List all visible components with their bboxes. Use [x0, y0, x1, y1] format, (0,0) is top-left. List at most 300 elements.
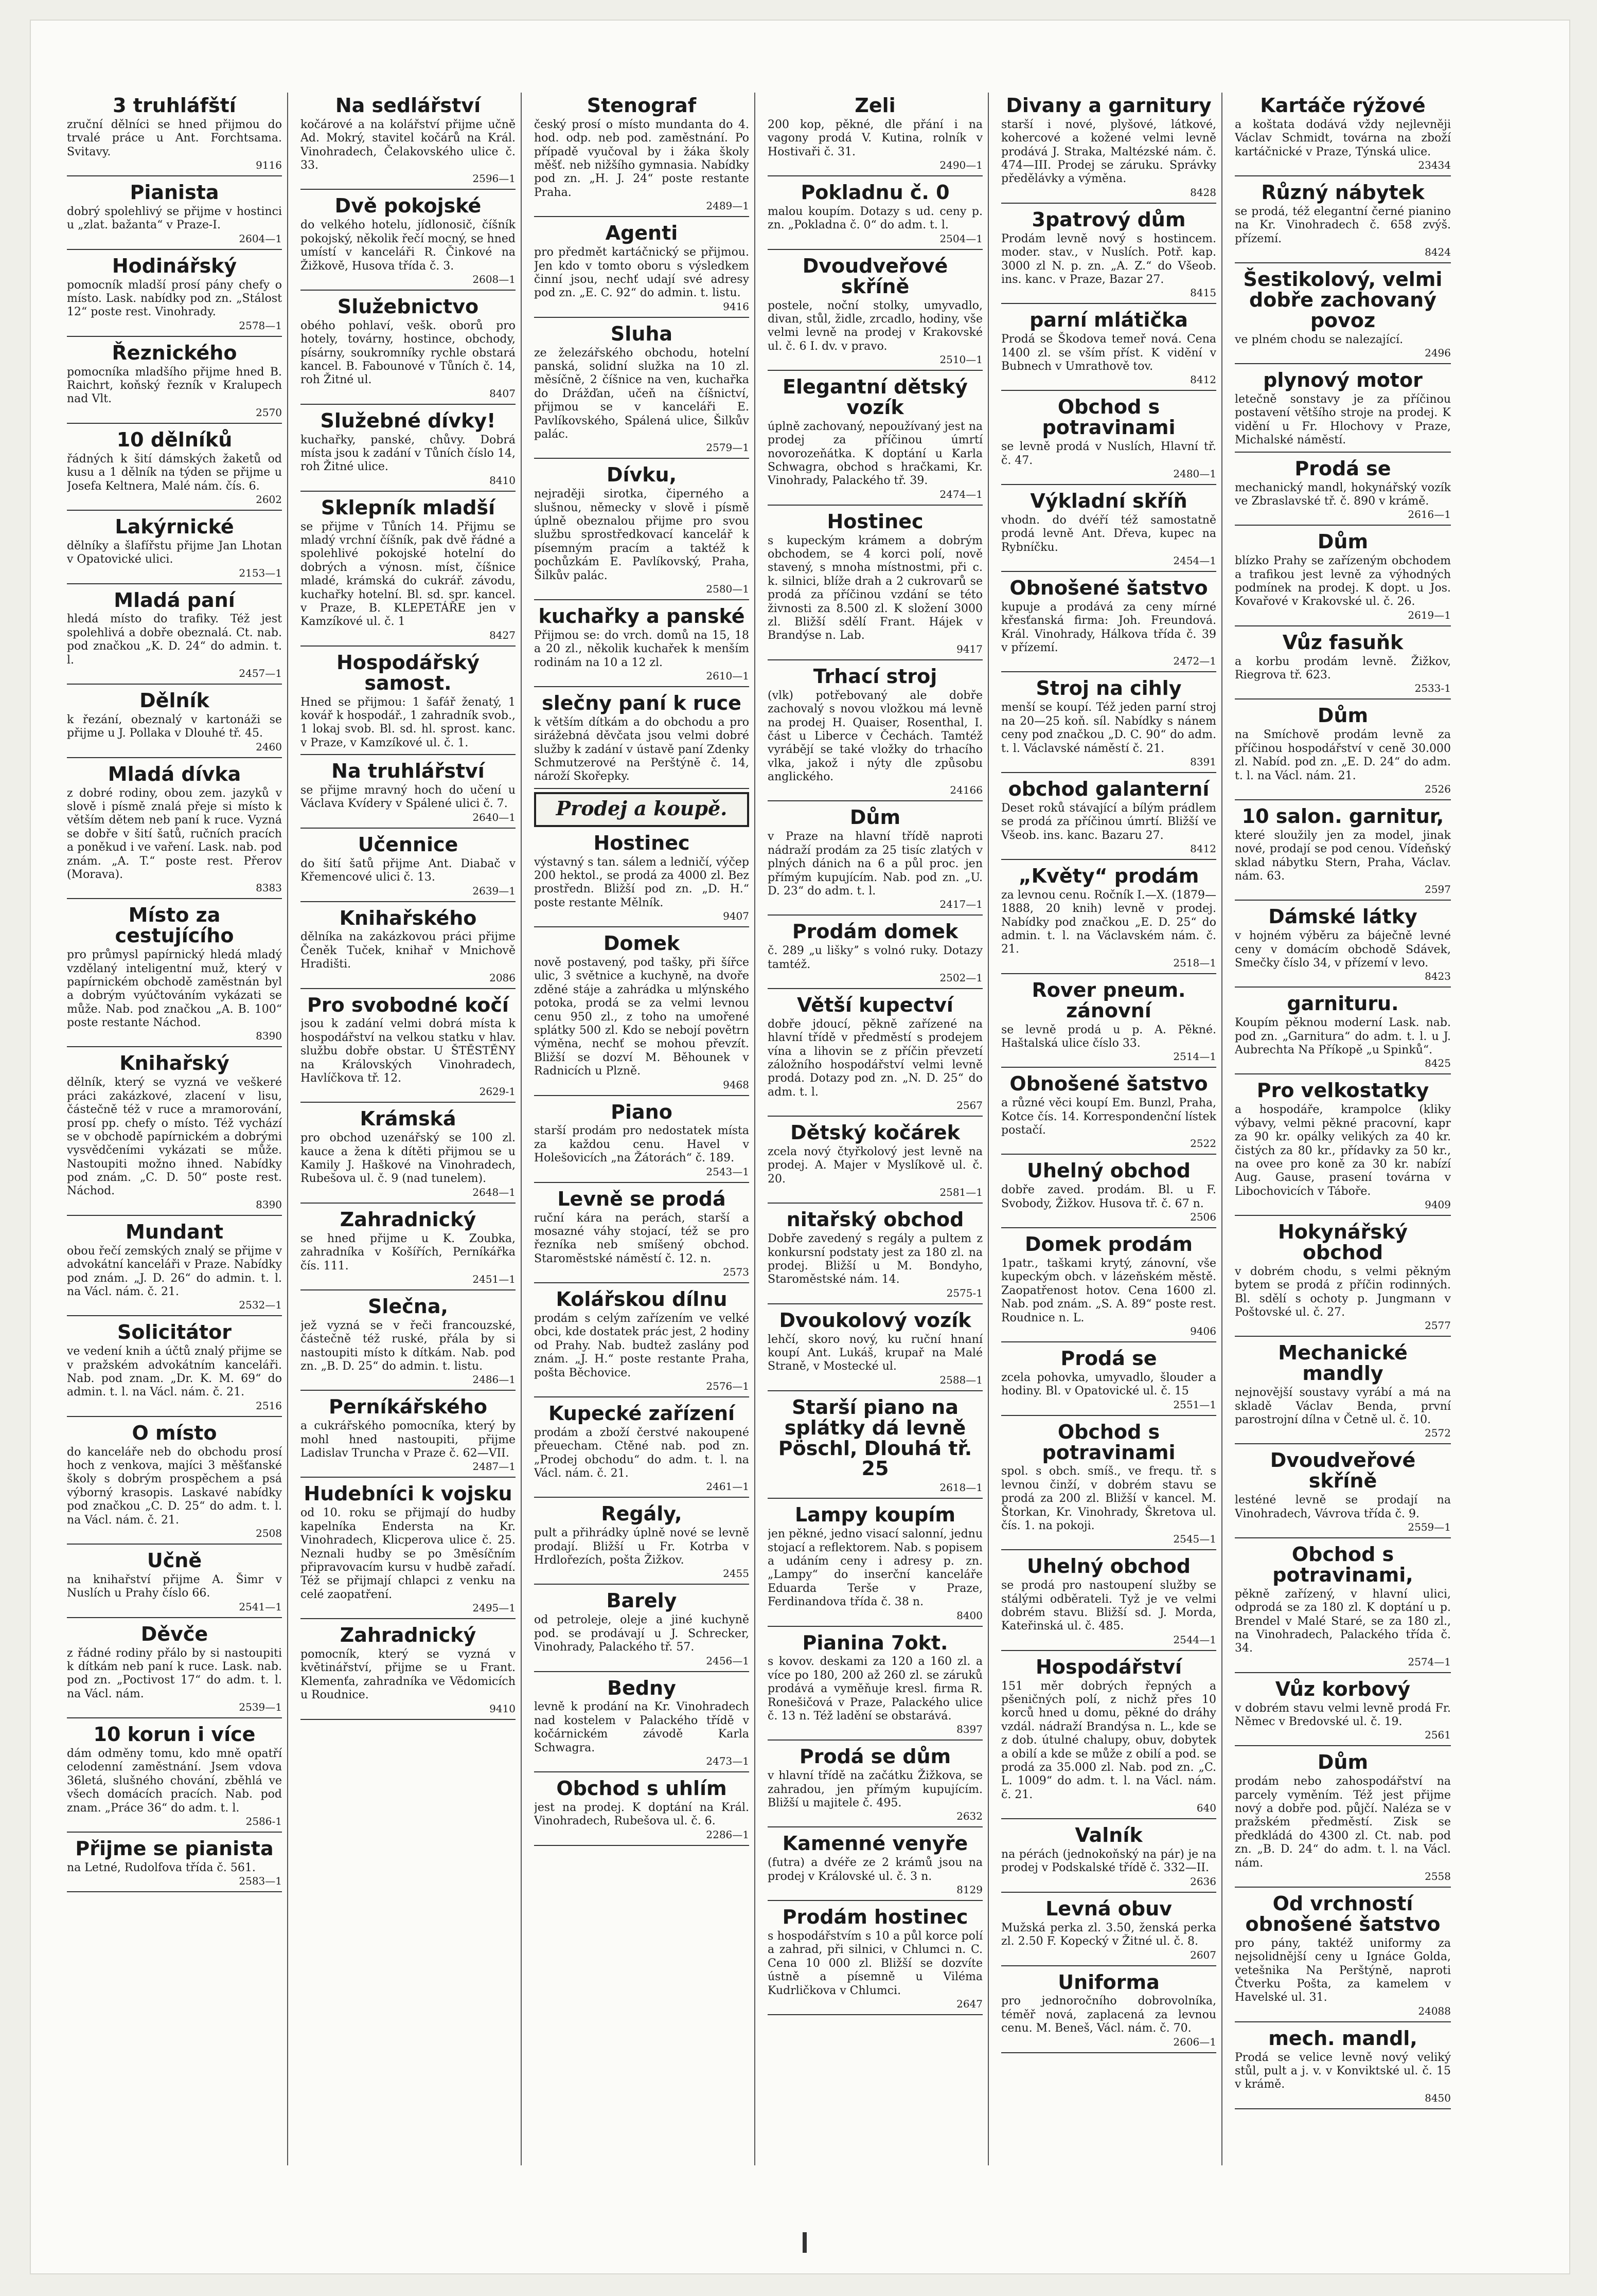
ad-text: do kanceláře neb do obchodu prosí hoch z venkova, majíci 3 měšťanské školy s dobrým prospěchem a psá výborný krasopis. Laskavé nabídky pod značkou „C. D. 25“ do adm. t. l. na Václ. nám. č. 21. — [67, 1445, 282, 1527]
column-4 — [768, 93, 989, 2165]
ad-title: Hostinec — [593, 831, 690, 854]
ad-number: 2577 — [1425, 1319, 1451, 1332]
column-1 — [67, 93, 288, 2165]
classified-ad — [534, 321, 749, 459]
classified-ad — [67, 427, 282, 511]
ad-number: 2472—1 — [1173, 655, 1216, 668]
ad-number: 8391 — [1190, 755, 1216, 768]
ad-title: Mechanické mandly — [1278, 1341, 1408, 1385]
ad-number: 2551—1 — [1173, 1398, 1216, 1411]
ad-number: 2474—1 — [939, 488, 983, 500]
ad-title: Krámská — [360, 1107, 456, 1131]
classified-ad — [768, 1120, 983, 1204]
ad-title: Domek — [603, 932, 680, 955]
ad-title: Lampy koupím — [795, 1503, 955, 1527]
ad-number: 2607 — [1190, 1948, 1216, 1961]
ad-text: Deset roků stávající a bílým prádlem se prodá za příčinou úmrtí. Bližší ve Všeob. ins. kanc. Bazaru 27. — [1001, 801, 1216, 842]
ad-text: na Letné, Rudolfova třída č. 561. — [67, 1861, 256, 1874]
classified-ad — [300, 650, 516, 755]
classified-ad — [300, 905, 516, 989]
ad-number: 8425 — [1425, 1057, 1451, 1070]
ad-number: 2417—1 — [939, 898, 983, 911]
ad-text: dělník, který se vyzná ve veškeré práci zakázkové, zlacení v lisu, částečně též v ruce a mramorování, prosí pp. chefy o místo. Též vychází se v obchodě papírnickém a dobrými vysvědčeními vykázati se může. Nastoupiti možno ihned. Nabídky pod znám. „C. D. 50“ poste rest. Náchod. — [67, 1076, 282, 1198]
ad-text: nejraději sirotka, čiperného a slušnou, německy v slově i písmě úplně obeznalou přijme pro svou službu sprostředkovací kancelář k písemným pracím a taktéž k pochůzkám E. Pavlíkovský, Praha, Šilkův palác. — [534, 488, 749, 582]
ad-title: Hudebníci k vojsku — [304, 1482, 512, 1505]
ad-title: Rover pneum. zánovní — [1032, 978, 1186, 1022]
classified-ad — [1235, 1891, 1451, 2022]
ad-number: 9407 — [723, 910, 749, 923]
ad-text: kočárové a na kolářství přijme učně Ad. Mokrý, stavitel kočárů na Král. Vinohradech, Čelakovského ulice č. 33. — [300, 118, 516, 172]
ad-title: Valník — [1075, 1824, 1143, 1847]
ad-number: 2618—1 — [939, 1481, 983, 1494]
ad-text: dám odměny tomu, kdo mně opatří celodenní zaměstnání. Jsem vdova 36letá, slušného chování, zběhlá ve všech domácích pracích. Nab. pod znam. „Práce 36“ do adm. t. l. — [67, 1747, 282, 1815]
ad-number: 8410 — [489, 474, 516, 487]
ad-text: Hned se přijmou: 1 šafář ženatý, 1 kovář k hospodář., 1 zahradník svob., 1 lokaj svob. Bl. sd. hl. sprost. kanc. v Praze, v Kamzíkové ul. č. 1. — [300, 695, 516, 749]
classified-ad — [67, 180, 282, 250]
ad-number: 8424 — [1425, 246, 1451, 259]
ad-title: Mladá paní — [114, 588, 235, 612]
ad-number: 9409 — [1425, 1198, 1451, 1211]
classified-ad — [534, 930, 749, 1096]
classified-ad — [1235, 93, 1451, 176]
classified-ad — [300, 758, 516, 829]
ad-number: 2597 — [1425, 883, 1451, 896]
ad-text: lehčí, skoro nový, ku ruční hnaní koupí Ant. Lukáš, krupař na Malé Straně, v Mostecké ul. — [768, 1333, 983, 1373]
ad-title: Uhelný obchod — [1027, 1555, 1191, 1578]
ad-number: 2544—1 — [1173, 1633, 1216, 1646]
ad-text: starší i nové, plyšové, látkové, kohercové a kožené velmi levně prodává J. Straka, Maltézské nám. č. 474—III. Prodej se záruku. Správky předělávky a výměna. — [1001, 118, 1216, 186]
ad-number: 2518—1 — [1173, 956, 1216, 969]
ad-text: kuchařky, panské, chůvy. Dobrá místa jsou k zadání v Tůních číslo 14, roh Žitné ulice. — [300, 433, 516, 474]
classified-ad — [1235, 1219, 1451, 1337]
classified-ad — [67, 1721, 282, 1833]
ad-text: v Praze na hlavní třídě naproti nádraží prodám za 25 tisíc zlatých v plných dánich na 6 a půl proc. jen přímým kupujícím. Nab. pod zn. „U. D. 23“ do adm. t. l. — [768, 830, 983, 898]
ad-text: ruční kára na perách, starší a mosazné váhy stojací, též se pro řezníka neb smíšený obchod. Staroměstské náměstí č. 12. n. — [534, 1211, 749, 1265]
ad-text: na Smíchově prodám levně za příčinou hospodářství v ceně 30.000 zl. Nabíd. pod zn. „E. D. 24“ do adm. t. l. na Václ. nám. 21. — [1235, 728, 1451, 782]
ad-title: Dvoudveřové skříně — [802, 254, 948, 298]
classified-ad — [534, 1186, 749, 1283]
ad-title: Přijme se pianista — [75, 1837, 274, 1860]
ad-title: Zeli — [855, 94, 896, 117]
classified-ad — [1001, 1231, 1216, 1342]
ad-number: 2543—1 — [706, 1165, 749, 1178]
ad-number: 640 — [1196, 1802, 1216, 1815]
ad-title: Služebnictvo — [337, 295, 479, 318]
classified-ad — [534, 1286, 749, 1397]
classified-ad — [768, 509, 983, 660]
ad-number: 2502—1 — [939, 971, 983, 984]
ad-text: na pérách (jednokoňský na pár) je na prodej v Podskalské třídě č. 332—II. — [1001, 1848, 1216, 1875]
classified-ad — [67, 340, 282, 424]
ad-text: kupuje a prodává za ceny mírné křesťanská firma: Joh. Freundová. Král. Vinohrady, Hálkova třída č. 39 v přízemí. — [1001, 600, 1216, 655]
classified-ad — [67, 1319, 282, 1416]
ad-text: obou řečí zemských znalý se přijme v advokátní kanceláři v Praze. Nabídky pod znám. „J. D. 26“ do admin. t. l. na Václ. nám. č. 21. — [67, 1244, 282, 1298]
classified-ad — [1001, 977, 1216, 1068]
ad-text: mechanický mandl, hokynářský vozík ve Zbraslavské tř. č. 890 v krámě. — [1235, 481, 1451, 508]
ad-text: a cukrářského pomocníka, který by mohl hned nastoupiti, přijme Ladislav Truncha v Praze č. 62—VII. — [300, 1420, 516, 1460]
ad-number: 2153—1 — [239, 566, 282, 579]
ad-title: Trhací stroj — [813, 665, 937, 688]
ad-title: Knihařský — [119, 1052, 229, 1075]
ad-text: Dobře zavedený s regály a pultem z konkursní podstaty jest za 180 zl. na prodej. Bližší u M. Bondyho, Staroměstské nám. 14. — [768, 1232, 983, 1286]
ad-number: 2489—1 — [706, 200, 749, 212]
ad-number: 2619—1 — [1408, 608, 1451, 621]
ad-text: pro průmysl papírnický hledá mladý vzdělaný inteligentní muž, který v papírnickém obchodě zaměstnán byl a dobrým vyúčtováním vykázati se může. Nab. pod značkou „A. B. 100“ poste restante Náchod. — [67, 948, 282, 1030]
ad-title: Pro velkostatky — [1256, 1079, 1429, 1102]
ad-title: Perníkářského — [329, 1395, 487, 1419]
ad-title: Starší piano na splátky dá levně Pöschl, Dlouhá tř. 25 — [778, 1395, 972, 1480]
ad-number: 2454—1 — [1173, 554, 1216, 567]
ad-text: prodám nebo zahospodářství na parcely vyměním. Též jest přijme nový a dobře pod. půjčí. Naléza se v pražském předměstí. Zisk se předkládá do 4300 zl. Ct. nab. pod zn. „B. D. 24“ do adm. t. l. na Václ. nám. — [1235, 1775, 1451, 1870]
classified-ad — [67, 1050, 282, 1215]
ad-title: Piano — [611, 1100, 672, 1123]
classified-ad — [67, 1621, 282, 1718]
classified-ad — [300, 1294, 516, 1391]
classified-ad — [300, 1622, 516, 1719]
ad-number: 24088 — [1418, 2004, 1451, 2017]
classified-ad — [67, 902, 282, 1047]
ad-text: pro pány, taktéž uniformy za nejsolidnější ceny u Ignáce Golda, vetešnika Na Perštýně, naproti Čtverku Pošta, za kamelem v Havelské ul. 31. — [1235, 1936, 1451, 2004]
ad-title: Prodá se — [1060, 1347, 1157, 1370]
ad-title: Stroj na cihly — [1036, 677, 1182, 700]
ad-text: z řádné rodiny přálo by si nastoupiti k dítkám neb paní k ruce. Lask. nab. pod zn. „Poctivost 17“ do adm. t. l. na Václ. nám. — [67, 1646, 282, 1700]
ad-title: 3patrový dům — [1032, 208, 1186, 231]
classified-ad — [1001, 1158, 1216, 1228]
classified-ad — [534, 830, 749, 927]
ad-text: č. 289 „u liškyˮ s volnó ruky. Dotazy tamtéž. — [768, 944, 983, 971]
ad-number: 2578—1 — [239, 319, 282, 332]
ad-number: 2576—1 — [706, 1379, 749, 1392]
ad-title: Kupecké zařízení — [548, 1402, 735, 1425]
classified-ad — [768, 1394, 983, 1499]
ad-title: Dětský kočárek — [790, 1121, 960, 1144]
ad-title: Různý nábytek — [1261, 181, 1425, 204]
ad-text: (futra) a dvéře ze 2 krámů jsou na prodej v Královské ul. č. 3 n. — [768, 1856, 983, 1883]
classified-ad — [1001, 1553, 1216, 1651]
ad-text: Prodá se Škodova temeř nová. Cena 1400 zl. se vším příst. K vidění v Bubnech v Umrathově tov. — [1001, 333, 1216, 373]
ad-text: malou koupím. Dotazy s ud. ceny p. zn. „Pokladna č. 0“ do adm. t. l. — [768, 205, 983, 232]
classified-ad — [534, 792, 749, 827]
ad-title: plynový motor — [1263, 369, 1423, 392]
ad-number: 2648—1 — [472, 1186, 516, 1198]
ad-title: Dům — [1317, 704, 1369, 727]
ad-text: s hospodářstvím s 10 a půl korce polí a zahrad, při silnici, v Chlumci n. C. Cena 10 000 zl. Bližší se dozvíte ústně a písemně u Viléma Kudrličkova v Chlumci. — [768, 1930, 983, 1997]
ad-title: nitařský obchod — [786, 1208, 964, 1231]
classified-ad — [67, 514, 282, 584]
ad-title: Regály, — [601, 1502, 682, 1526]
classified-ad — [1235, 1447, 1451, 1538]
ad-title: Učně — [147, 1549, 202, 1572]
ad-text: pomocník, který se vyzná v květinářství, přijme se u Frant. Klemenťa, zahradníka ve Vědomicích u Roudnice. — [300, 1647, 516, 1702]
ad-number: 8412 — [1190, 373, 1216, 386]
ad-title: Mundant — [126, 1220, 223, 1243]
ad-text: a korbu prodám levně. Žižkov, Riegrova tř. 623. — [1235, 655, 1451, 682]
ad-text: lesténé levně se prodají na Vinohradech, Vávrova třída č. 9. — [1235, 1494, 1451, 1520]
ad-number: 8400 — [956, 1609, 983, 1622]
ad-title: 3 truhláfští — [113, 94, 236, 117]
ad-text: menší se koupí. Též jeden parní stroj na 20—25 koň. síl. Nabídky s nánem ceny pod značkou „D. C. 90“ do adm. t. l. Václavské náměstí č. 21. — [1001, 701, 1216, 755]
classified-ad — [768, 804, 983, 916]
ad-title: Slečna, — [368, 1295, 448, 1318]
ad-title: Obchod s potravinami — [1042, 1420, 1176, 1464]
ad-title: Děvče — [140, 1622, 208, 1645]
classified-ad — [300, 495, 516, 647]
ad-text: a různé věci koupí Em. Bunzl, Praha, Kotce čís. 14. Korrespondenční lístek postačí. — [1001, 1097, 1216, 1137]
classified-ad — [1235, 991, 1451, 1074]
ad-title: Sluha — [610, 322, 673, 345]
classified-ad — [300, 992, 516, 1103]
ad-text: zruční dělníci se hned přijmou do trvalé práce u Ant. Forchtsama. Svitavy. — [67, 118, 282, 158]
classified-ad — [1001, 307, 1216, 391]
ad-text: od petroleje, oleje a jiné kuchyně pod. se prodávají u J. Schrecker, Vinohrady, Palackého tř. 57. — [534, 1613, 749, 1654]
ad-title: Dámské látky — [1268, 905, 1417, 928]
ad-number: 2456—1 — [706, 1654, 749, 1667]
ad-number: 2451—1 — [472, 1272, 516, 1285]
ad-number: 2541—1 — [239, 1600, 282, 1613]
ad-title: O místo — [132, 1421, 217, 1444]
ad-title: Knihařského — [339, 906, 477, 929]
ad-number: 2596—1 — [472, 172, 516, 185]
ad-text: jež vyzná se v řeči francouzské, částečně též ruské, přála by si nastoupiti místo k dítkám. Nab. pod zn. „B. D. 25“ do admin. t. listu. — [300, 1319, 516, 1373]
ad-title: Prodám hostinec — [782, 1906, 968, 1929]
ad-text: pěkně zařízený, v hlavní ulici, odprodá se za 180 zl. K doptání u p. Brendel v Malé Staré, se za 180 zl., na Vinohradech, Palackého třída č. 34. — [1235, 1587, 1451, 1655]
ad-text: letečně sonstavy je za příčinou postavení většího stroje na prodej. K vidění u Fr. Hlochovy v Praze, Michalské náměstí. — [1235, 393, 1451, 447]
ad-title: Obchod s uhlím — [556, 1777, 727, 1800]
ad-text: Mužská perka zl. 3.50, ženská perka zl. 2.50 F. Kopecký v Žitné ul. č. 8. — [1001, 1921, 1216, 1948]
ad-number: 8450 — [1425, 2091, 1451, 2104]
ad-text: a koštata dodává vždy nejlevněji Václav Schmidt, továrna na zboží kartáčnické v Praze, Týnská ulice. — [1235, 118, 1451, 158]
classified-ad — [1235, 904, 1451, 988]
ad-number: 2636 — [1190, 1875, 1216, 1888]
ad-text: v hojném výběru za báječně levné ceny v domácím obchodě Sdávek, Smečky číslo 34, v přízemí v levo. — [1235, 929, 1451, 970]
ad-text: dobrý spolehlivý se přijme v hostinci u „zlat. bažanta“ v Praze-I. — [67, 205, 282, 232]
ad-number: 8428 — [1190, 186, 1216, 199]
ad-title: Dvě pokojské — [334, 194, 482, 218]
classified-ad — [768, 1904, 983, 2015]
classified-ad — [1001, 1419, 1216, 1551]
classified-ad — [300, 1481, 516, 1619]
ad-text: prodám a zboží čerstvé nakoupené přeuecham. Ctěné nab. pod zn. „Prodej obchodu“ do adm. t. l. na Václ. nám. č. 21. — [534, 1426, 749, 1480]
ad-title: Dívku, — [606, 463, 677, 487]
ad-number: 9410 — [489, 1702, 516, 1715]
ad-title: Dvoukolový vozík — [779, 1308, 971, 1332]
ad-number: 2514—1 — [1173, 1050, 1216, 1063]
ad-title: Hokynářský obchod — [1277, 1221, 1408, 1264]
ad-text: od 10. roku se přijmají do hudby kapelníka Endersta na Kr. Vinohradech, Klicperova ulice č. 25. Neznali hudby se po 3měsíčním připravovacím kursu v hudbě zařadí. Též se přijmají chlapci z venku na celé zaopatření. — [300, 1506, 516, 1601]
classified-ad — [1001, 575, 1216, 672]
ad-title: Levná obuv — [1045, 1897, 1172, 1920]
ad-text: (vlk) potřebovaný ale dobře zachovalý s novou vložkou má levně na prodej H. Quaiser, Rosenthal, I. část u Liberce v Čechách. Tamtéž vyrábějí se také vložky do trhacího vlka, jakož i nýty dle způsobu anglického. — [768, 689, 983, 784]
ad-number: 9406 — [1190, 1324, 1216, 1337]
classified-ad — [534, 93, 749, 217]
classified-ad — [1235, 1541, 1451, 1673]
ad-number: 2490—1 — [939, 159, 983, 172]
ad-title: Levně se prodá — [557, 1187, 726, 1210]
ad-title: Dům — [1317, 530, 1369, 553]
ad-number: 8415 — [1190, 286, 1216, 299]
ad-title: Dvoudveřové skříně — [1270, 1449, 1416, 1493]
ad-title: Divany a garnitury — [1006, 94, 1212, 117]
classified-ad — [1001, 675, 1216, 773]
classified-ad — [1235, 456, 1451, 526]
ad-text: blízko Prahy se zařízeným obchodem a trafikou jest levně za výhodných podmínek na prodej. K dopt. u Jos. Kovařové v Krakovské ul. č. 26. — [1235, 554, 1451, 608]
classified-ad — [1235, 367, 1451, 452]
ad-number: 2533-1 — [1414, 682, 1451, 695]
ad-title: Kartáče rýžové — [1260, 94, 1426, 117]
ad-text: pult a přihrádky úplně nové se levně prodají. Bližší u Fr. Kotrba v Hrdlořezích, pošta Žižkov. — [534, 1527, 749, 1567]
ad-text: se levně prodá u p. A. Pěkné. Haštalská ulice číslo 33. — [1001, 1023, 1216, 1050]
ad-text: k řezání, obeznalý v kartonáži se přijme u J. Pollaka v Dlouhé tř. 45. — [67, 713, 282, 740]
classified-ad — [534, 1775, 749, 1846]
classified-ad — [534, 1588, 749, 1672]
ad-text: ze železářského obchodu, hotelní panská, solidní služka na 10 zl. měsíčně, 2 číšnice na ven, kuchařka do Drážďan, učeň na číšnictví, přijmou se v kanceláři E. Pavlíkovského, Spálená ulice, Šilkův palác. — [534, 346, 749, 441]
ad-text: dobře zaved. prodám. Bl. u F. Svobody, Žižkov. Husova tř. č. 67 n. — [1001, 1183, 1216, 1210]
ad-text: se přijme v Tůních 14. Přijmu se mladý vrchní číšník, pak dvě řádné a spolehlivé pokojské hotelní do dobrých a výnosn. míst, číšnice mladé, krámská do cukrář. závodu, kuchařky hotelní. Bl. sd. spr. kancel. v Praze, B. KLEPETÁŘE jen v Kamzíkové ul. č. 1 — [300, 520, 516, 629]
ad-title: „Květy“ prodám — [1018, 864, 1199, 887]
ad-number: 8407 — [489, 387, 516, 400]
ad-number: 2506 — [1190, 1211, 1216, 1224]
classified-ad — [768, 1630, 983, 1741]
ad-title: garnituru. — [1287, 992, 1399, 1015]
ad-number: 8423 — [1425, 970, 1451, 983]
ad-number: 2586-1 — [245, 1815, 282, 1827]
ad-text: vhodn. do dvéří též samostatně prodá levně Ant. Dřeva, kupec na Rybníčku. — [1001, 513, 1216, 554]
ad-text: řádných k šití dámských žaketů od kusu a 1 dělník na týden se přijme u Josefa Keltnera, Malé nám. čís. 6. — [67, 452, 282, 493]
ad-text: se prodá, též elegantní černé pianino na Kr. Vinohradech č. 658 zvýš. přízemí. — [1235, 205, 1451, 245]
ad-text: v dobrém stavu velmi levně prodá Fr. Němec v Bredovské ul. č. 19. — [1235, 1701, 1451, 1728]
classified-ad — [534, 1401, 749, 1498]
ad-text: z dobré rodiny, obou zem. jazyků v slově i písmě znalá přeje si místo k větším dětem neb paní k ruce. Vyzná se dobře v šití šatů, ručních pracích a poněkud i ve vaření. Lask. nab. pod znám. „A. T.“ poste rest. Přerov (Morava). — [67, 786, 282, 881]
ad-number: 2580—1 — [706, 582, 749, 595]
ad-title: 10 dělníků — [116, 428, 233, 451]
ad-title: Šestikolový, velmi dobře zachovaný povoz — [1243, 268, 1443, 332]
ad-number: 2604—1 — [239, 232, 282, 245]
ad-number: 2573 — [723, 1266, 749, 1279]
ad-title: Uniforma — [1058, 1970, 1160, 1994]
ad-number: 2581—1 — [939, 1186, 983, 1199]
ad-number: 2504—1 — [939, 232, 983, 245]
ad-title: Zahradnický — [340, 1208, 476, 1231]
ad-number: 2579—1 — [706, 441, 749, 454]
ad-title: Hodinářský — [112, 254, 237, 277]
ad-number: 2508 — [256, 1527, 282, 1540]
ad-number: 2496 — [1425, 347, 1451, 360]
classified-ad — [768, 374, 983, 506]
ad-text: úplně zachovaný, nepoužívaný jest na prodej za příčinou úmrtí novorozeňátka. K doptání u Karla Schwagra, obchod s hračkami, Kr. Vinohrady, Palackého tř. 39. — [768, 420, 983, 488]
ad-text: za levnou cenu. Ročník I.—X. (1879—1888, 20 knih) levně v prodej. Nabídky pod značkou „E. D. 25“ do admin. t. l. na Václavském nám. č. 21. — [1001, 888, 1216, 956]
ad-number: 2583—1 — [239, 1875, 282, 1888]
ad-number: 2616—1 — [1408, 508, 1451, 521]
ad-number: 2572 — [1425, 1427, 1451, 1440]
ad-number: 8397 — [956, 1723, 983, 1736]
ad-title: mech. mandl, — [1268, 2026, 1417, 2050]
ad-title: obchod galanterní — [1008, 777, 1210, 800]
classified-ad — [67, 1219, 282, 1316]
ad-number: 2574—1 — [1408, 1655, 1451, 1668]
ad-title: Obnošené šatstvo — [1009, 1072, 1208, 1096]
classified-ad — [1001, 93, 1216, 204]
ad-number: 9116 — [256, 159, 282, 172]
classified-ad — [768, 992, 983, 1117]
ad-text: nejnovější soustavy vyrábí a má na skladě Václav Benda, první parostrojní dílna v Četně ul. č. 10. — [1235, 1386, 1451, 1426]
ad-text: dobře jdoucí, pěkně zařízené na hlavní třídě v předměstí s prodejem vína a lihovin se z příčin převzetí záložního hospodářství velmi levně prodá. Dotazy pod zn. „N. D. 25“ do adm. t. l. — [768, 1017, 983, 1099]
classified-ad — [768, 93, 983, 176]
ad-title: Pianista — [130, 181, 219, 204]
ad-text: pomocníka mladšího přijme hned B. Raichrt, koňský řezník v Kralupech nad Vlt. — [67, 365, 282, 406]
classified-ad — [768, 1207, 983, 1304]
ad-number: 2286—1 — [706, 1828, 749, 1841]
classified-ad — [768, 919, 983, 989]
ad-text: s kovov. deskami za 120 a 160 zl. a více po 180, 200 až 260 zl. se záruků prodává a vyměňuje kresl. firma R. Ronešičová v Praze, Palackého ulice č. 13 n. Též ladění se obstarává. — [768, 1655, 983, 1723]
ad-number: 9468 — [723, 1078, 749, 1091]
ad-text: prodám s celým zařízením ve velké obci, kde dostatek prác jest, 2 hodiny od Prahy. Nab. budtež zaslány pod znám. „J. H.“ poste restante Praha, pošta Běchovice. — [534, 1312, 749, 1379]
ad-number: 2495—1 — [472, 1602, 516, 1615]
ad-text: spol. s obch. smíš., ve frequ. tř. s levnou činží, v dobrém stavu se prodá za 200 zl. Bližší v kancel. M. Štorkan, Kr. Vinohrady, Škretova ul. čís. 1. na pokoji. — [1001, 1465, 1216, 1532]
classified-ad — [1235, 266, 1451, 364]
column-3 — [534, 93, 755, 2165]
classified-ad — [1235, 803, 1451, 901]
classified-ad — [1001, 1822, 1216, 1893]
ad-number: 2639—1 — [472, 884, 516, 897]
classified-ad — [1001, 488, 1216, 572]
ad-text: se prodá pro nastoupení služby se stálými odběrateli. Tyž je ve velmi dobrém stavu. Bližší sd. J. Morda, Kateřinská ul. č. 485. — [1001, 1579, 1216, 1633]
ad-text: se levně prodá v Nuslích, Hlavní tř. č. 47. — [1001, 440, 1216, 467]
ad-text: hledá místo do trafiky. Též jest spolehlivá a dobře obeznalá. Ct. nab. pod značkou „K. D. 24“ do admin. t. l. — [67, 613, 282, 667]
classified-ad — [67, 1836, 282, 1892]
ad-number: 2545—1 — [1173, 1533, 1216, 1546]
ad-title: 10 salon. garnitur, — [1241, 804, 1444, 828]
ad-title: slečny paní k ruce — [542, 692, 741, 714]
ad-number: 2086 — [489, 971, 516, 984]
ad-text: a hospodáře, krampolce (kliky výbavy, velmi pěkné pracovní, kapr za 90 kr. opálky velikých za 40 kr. čistých za 80 kr., přídavky za 50 kr., na ovee pro koně za 30 kr. nabízí Aug. Gause, prasení továrna v Libochovicích v Táboře. — [1235, 1103, 1451, 1198]
classified-ad — [1001, 1654, 1216, 1819]
ad-number: 2487—1 — [472, 1460, 516, 1473]
ad-number: 8390 — [256, 1198, 282, 1211]
ad-title: Obchod s potravinami, — [1272, 1542, 1413, 1586]
ad-text: obého pohlaví, vešk. oborů pro hotely, továrny, hostince, obchody, písárny, soukromníky rychle obstará kancel. B. Fabounové v Tůních č. 14, roh Žitné ul. — [300, 319, 516, 387]
classified-ad — [1001, 1969, 1216, 2053]
ad-text: k větším dítkám a do obchodu a pro sirážebná děvčata jsou velmi dobré služby k zadání v ústavě paní Zdenky Schmutzerové na Perštýně č. 14, nároží Skořepky. — [534, 715, 749, 783]
classified-ad — [300, 832, 516, 902]
ad-number: 2610—1 — [706, 670, 749, 682]
classified-ad — [1235, 2025, 1451, 2109]
ad-title: Pro svobodné kočí — [307, 993, 509, 1016]
ad-number: 2608—1 — [472, 273, 516, 285]
ad-title: parní mlátička — [1030, 309, 1188, 332]
ad-number: 2647 — [956, 1998, 983, 2010]
ad-text: Koupím pěknou moderní Lask. nab. pod zn. „Garnitura“ do adm. t. l. u J. Aubrechta Na Příkopě „u Spinků“. — [1235, 1016, 1451, 1057]
ad-title: Dům — [849, 806, 901, 829]
classified-ad — [67, 1420, 282, 1545]
ad-text: dělníky a šlafířstu přijme Jan Lhotan v Opatovické ulici. — [67, 539, 282, 566]
classified-ad — [300, 1394, 516, 1478]
ad-text: dělníka na zakázkovou práci přijme Čeněk Tuček, knihař v Mnichově Hradišti. — [300, 930, 516, 971]
page-mark — [803, 2232, 807, 2253]
ad-title: Hostinec — [827, 510, 924, 533]
ad-text: pomocník mladší prosí pány chefy o místo. Lask. nabídky pod zn. „Stálost 12“ poste rest. Vinohrady. — [67, 278, 282, 319]
classified-ad — [768, 1502, 983, 1626]
ad-text: které sloužily jen za model, jinak nové, prodají se pod cenou. Vídeňský sklad nábytku Stern, Praha, Václav. nám. 63. — [1235, 829, 1451, 883]
classified-ad — [67, 761, 282, 900]
classified-ad — [534, 603, 749, 687]
ad-text: na knihařství přijme A. Šimr v Nuslích u Prahy číslo 66. — [67, 1573, 282, 1600]
ad-title: Prodá se dům — [799, 1745, 951, 1768]
ad-text: zcela nový čtyřkolový jest levně na prodej. A. Majer v Myslíkově ul. č. 20. — [768, 1145, 983, 1186]
classified-ad — [300, 408, 516, 492]
ad-title: Řeznického — [112, 341, 237, 364]
ad-number: 2561 — [1425, 1729, 1451, 1742]
classified-ad — [1001, 863, 1216, 974]
